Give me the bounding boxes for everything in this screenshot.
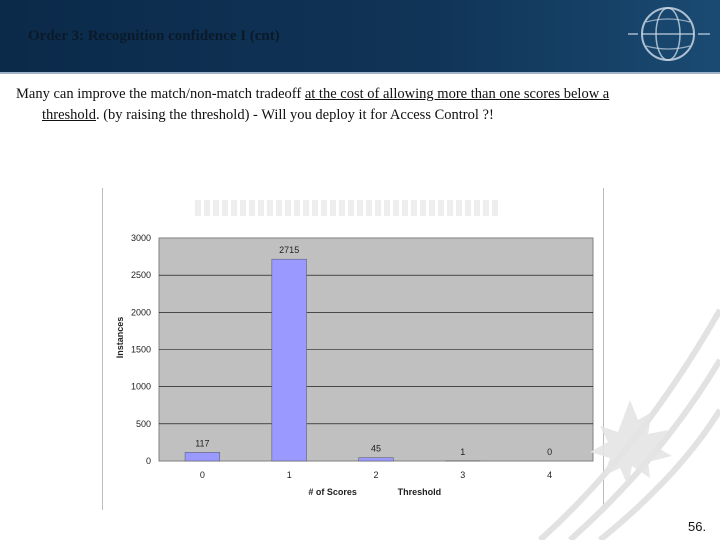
maple-leaf-decoration-icon [520, 300, 720, 540]
x-tick-label: 4 [547, 470, 553, 480]
data-label: 0 [547, 447, 553, 457]
body-line1-plain: Many can improve the match/non-match tradeoff [16, 86, 305, 102]
y-tick-label: 0 [145, 456, 151, 466]
slide-title: Order 3: Recognition confidence I (cnt) [28, 28, 280, 44]
bar [185, 452, 220, 461]
x-axis-label: # of Scores [308, 487, 357, 497]
y-tick-label: 2000 [130, 307, 151, 318]
header-divider [0, 72, 720, 74]
x-tick-label: 3 [460, 470, 466, 480]
bar [272, 259, 307, 461]
x-tick-label: 2 [373, 470, 379, 480]
data-label: 117 [195, 438, 210, 449]
globe-logo-icon [620, 4, 716, 66]
x-tick-label: 0 [199, 470, 205, 480]
body-text [16, 84, 706, 126]
body-line2-plain: . (by raising the threshold) - Will you deploy it for Access Control ?! [95, 107, 494, 123]
y-tick-label: 500 [135, 418, 151, 429]
chart-title-placeholder [195, 200, 498, 216]
y-tick-label: 3000 [130, 233, 151, 243]
y-tick-label: 1500 [130, 344, 151, 355]
bar [359, 458, 394, 461]
y-tick-label: 2500 [130, 270, 151, 281]
page-number: 56. [688, 519, 707, 534]
x-tick-label: 1 [286, 470, 292, 480]
body-line1-underlined: at the cost of allowing more than one scores below a [304, 86, 610, 102]
data-label: 2715 [279, 245, 300, 256]
data-label: 1 [460, 446, 466, 457]
data-label: 45 [370, 443, 382, 454]
x-axis-label-threshold: Threshold [397, 487, 442, 497]
y-tick-label: 1000 [130, 381, 151, 392]
body-line2-underlined: threshold [42, 107, 96, 123]
y-axis-label: Instances [115, 316, 125, 359]
